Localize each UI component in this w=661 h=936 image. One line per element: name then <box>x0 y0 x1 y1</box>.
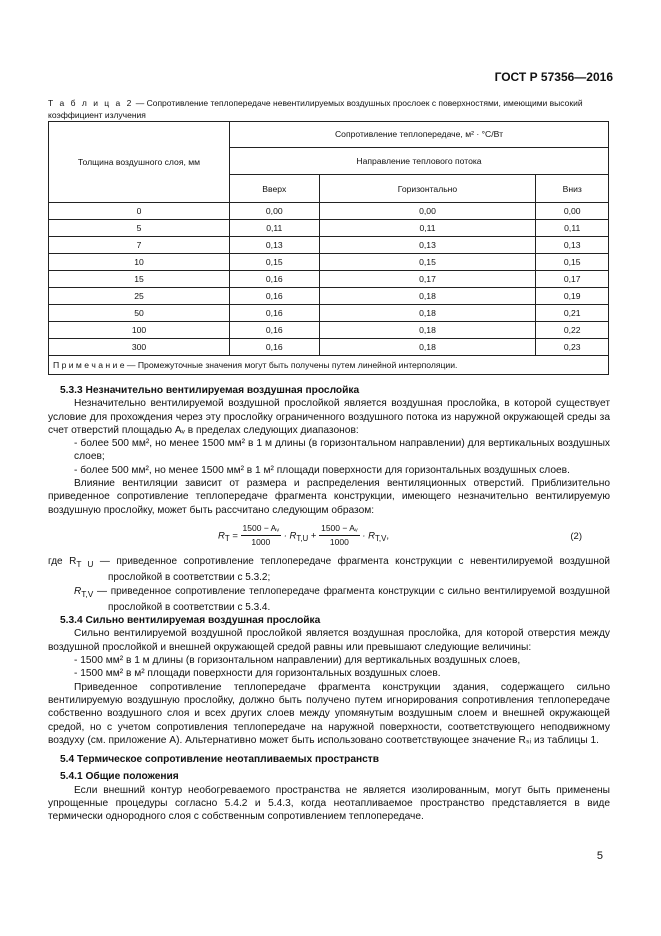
table-row <box>49 237 609 254</box>
section-title-534: 5.3.4 Сильно вентилируемая воздушная прослойка <box>60 615 321 627</box>
table-cell: 0 <box>49 203 230 220</box>
table-body <box>49 203 609 356</box>
table-cell: 50 <box>49 305 230 322</box>
table-cell: 0,13 <box>230 237 320 254</box>
table-cell: 0,18 <box>319 322 536 339</box>
table-cell: 0,13 <box>319 237 536 254</box>
table-caption-text: — Сопротивление теплопередаче невентилируемых воздушных прослоек с поверхностями, имеющими высокий коэффициент излучения <box>48 98 583 120</box>
paragraph: Приведенное сопротивление теплопередаче фрагмента конструкции здания, содержащего сильно вентилируемую воздушную прослойку, должно быть получено путем игнорирования сопротивления теплопередаче собственно воздушного слоя и всех других слоев между упомянутым воздушным слоем и внешней окружающей средой, но с учетом сопротивления теплопередаче на наружной поверхности, соответствующего неподвижному воздуху (см. приложение А). Альтернативно может быть использовано соответствующее значение Rₛᵢ из таблицы 1. <box>48 681 610 746</box>
formula-lhs: R <box>218 530 225 542</box>
fraction: $\frac{\text{1500 − Aᵥ}}{1000}$ <box>242 522 280 548</box>
fraction: $\frac{\text{1500 − Aᵥ}}{1000}$ <box>321 522 358 548</box>
table-cell: 100 <box>49 322 230 339</box>
formula-2: $R_T$ = $\frac{\text{1500 − Aᵥ}}{1000}$ · $R_{T,U}$ + $\frac{\text{1500 − Aᵥ}}{1000}$ · $R_{T,V}$, (2) <box>48 520 610 552</box>
paragraph: Если внешний контур необогреваемого пространства не является изолированным, могут быть применены упрощенные процедуры согласно 5.4.2 и 5.4.3, когда неотапливаемое пространство представляется в виде термически однородного слоя с собственным сопротивлением теплопередаче. <box>48 784 610 823</box>
table-cell: 0,00 <box>230 203 320 220</box>
table-cell: 0,17 <box>319 271 536 288</box>
table-caption <box>48 97 608 121</box>
table-cell: 0,19 <box>536 288 609 305</box>
table-cell: 0,23 <box>536 339 609 356</box>
table-cell: 0,21 <box>536 305 609 322</box>
header-dir-up: Вверх <box>230 175 320 203</box>
header-resistance: Сопротивление теплопередаче, м² · °С/Вт <box>230 122 609 148</box>
table-cell: 10 <box>49 254 230 271</box>
section-title-533: 5.3.3 Незначительно вентилируемая воздушная прослойка <box>60 385 360 396</box>
list-item: - более 500 мм², но менее 1500 мм² в 1 м длины (в горизонтальном направлении) для вертикальных воздушных слоев; <box>74 438 610 463</box>
section-title-54: 5.4 Термическое сопротивление неотапливаемых пространств <box>60 754 380 766</box>
table-cell: 7 <box>49 237 230 254</box>
table-cell: 0,22 <box>536 322 609 339</box>
main-text <box>48 384 610 824</box>
table-cell: 0,15 <box>536 254 609 271</box>
header-thickness: Толщина воздушного слоя, мм <box>49 122 230 203</box>
table-row <box>49 271 609 288</box>
table-cell: 0,00 <box>319 203 536 220</box>
resistance-table <box>48 121 609 375</box>
table-cell: 15 <box>49 271 230 288</box>
table-cell: 0,18 <box>319 288 536 305</box>
header-dir-down: Вниз <box>536 175 609 203</box>
table-cell: 0,00 <box>536 203 609 220</box>
list-item: - 1500 мм² в 1 м длины (в горизонтальном направлении) для вертикальных воздушных слоев, <box>74 655 521 667</box>
table-cell: 0,16 <box>230 339 320 356</box>
table-cell: 25 <box>49 288 230 305</box>
table-row <box>49 339 609 356</box>
table-cell: 0,16 <box>230 271 320 288</box>
table-cell: 0,11 <box>536 220 609 237</box>
header-dir-horizontal: Горизонтально <box>319 175 536 203</box>
table-cell: 0,15 <box>230 254 320 271</box>
formula-number: (2) <box>570 530 582 542</box>
table-row <box>49 288 609 305</box>
paragraph: Сильно вентилируемой воздушной прослойкой является воздушная прослойка, для которой отверстия между воздушной прослойкой и внешней окружающей средой равны или превышают следующие величины: <box>48 628 610 653</box>
table-cell: 0,16 <box>230 288 320 305</box>
table-caption-prefix: Т а б л и ц а 2 <box>48 98 134 108</box>
table-cell: 0,13 <box>536 237 609 254</box>
table-cell: 0,17 <box>536 271 609 288</box>
table-row <box>49 305 609 322</box>
page-number: 5 <box>596 850 603 862</box>
table-cell: 0,15 <box>319 254 536 271</box>
where-1: где $R_{T U}$ — приведенное сопротивление теплопередаче фрагмента конструкции с невентилируемой воздушной прослойкой в соответствии с 5.3.2; <box>48 555 610 584</box>
where-2: $R_{T,V}$ — приведенное сопротивление теплопередаче фрагмента конструкции с сильно вентилируемой воздушной прослойкой в соответствии с 5.3.4. <box>74 585 610 613</box>
table-cell: 0,11 <box>319 220 536 237</box>
table-row <box>49 220 609 237</box>
table-cell: 5 <box>49 220 230 237</box>
table-cell: 0,16 <box>230 322 320 339</box>
list-item: - более 500 мм², но менее 1500 мм² в 1 м² площади поверхности для горизонтальных воздушных слоев. <box>74 464 570 476</box>
paragraph: Незначительно вентилируемой воздушной прослойкой является воздушная прослойка, в которой существует условие для прохождения через эту прослойку ограниченного воздушного потока из наружной окружающей среды за счет отверстий площадью Aᵥ в пределах следующих диапазонов: <box>48 398 610 436</box>
table-note: П р и м е ч а н и е — Промежуточные значения могут быть получены путем линейной интерполяции. <box>49 356 609 375</box>
section-title-541: 5.4.1 Общие положения <box>60 771 179 783</box>
table-cell: 0,16 <box>230 305 320 322</box>
table-row <box>49 322 609 339</box>
document-id: ГОСТ Р 57356—2016 <box>494 70 613 84</box>
table-cell: 0,11 <box>230 220 320 237</box>
header-direction: Направление теплового потока <box>230 147 609 175</box>
table-cell: 0,18 <box>319 305 536 322</box>
table-row <box>49 254 609 271</box>
list-item: - 1500 мм² в м² площади поверхности для горизонтальных воздушных слоев. <box>74 668 441 680</box>
paragraph: Влияние вентиляции зависит от размера и распределения вентиляционных отверстий. Приблизительно приведенное сопротивление теплопередаче фрагмента конструкции, имеющего незначительно вентилируемую воздушную прослойку, может быть рассчитано следующим образом: <box>48 478 610 516</box>
table-cell: 300 <box>49 339 230 356</box>
table-row <box>49 203 609 220</box>
table-cell: 0,18 <box>319 339 536 356</box>
